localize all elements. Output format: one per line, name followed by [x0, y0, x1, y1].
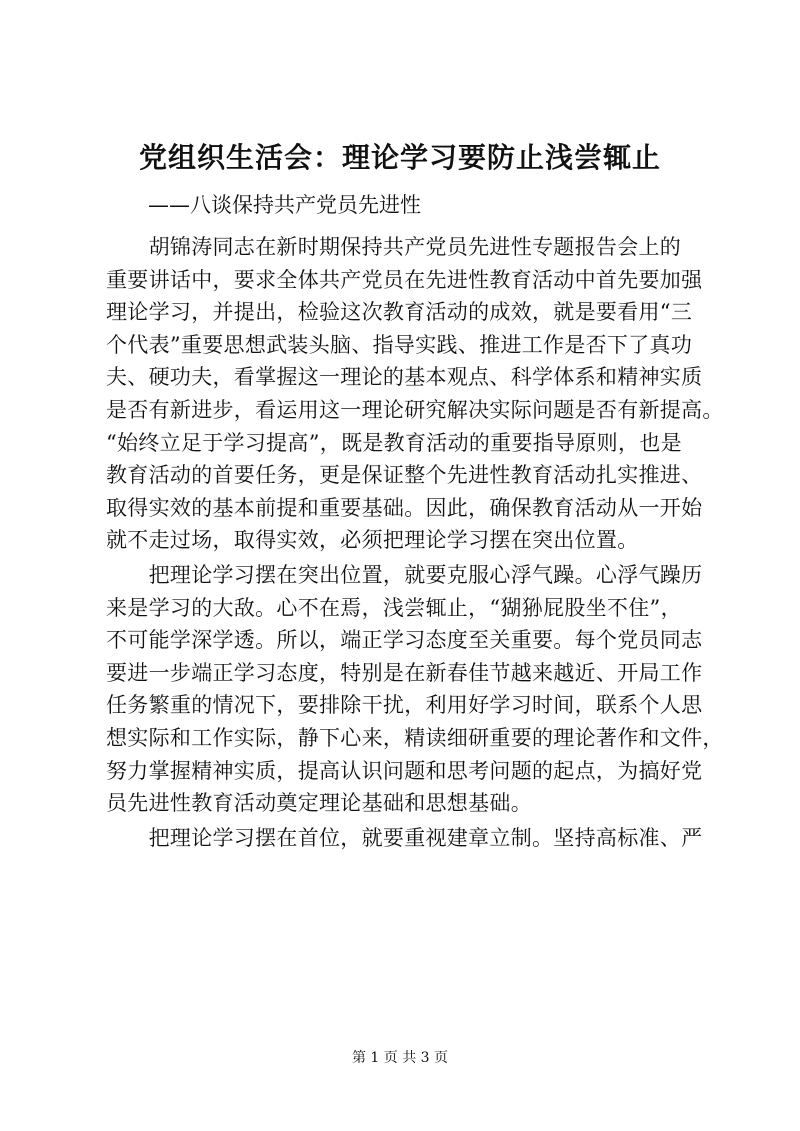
text-line: 来是学习的大敌。心不在焉，浅尝辄止，“猢狲屁股坐不住”，	[106, 595, 682, 620]
paragraph-2	[106, 559, 724, 820]
text-line: “始终立足于学习提高”，既是教育活动的重要指导原则，也是	[106, 430, 682, 455]
text-line: 不可能学深学透。所以，端正学习态度至关重要。每个党员同志	[106, 628, 703, 653]
text-line: 任务繁重的情况下，要排除干扰，利用好学习时间，联系个人思	[106, 693, 703, 718]
text-line: 理论学习，并提出，检验这次教育活动的成效，就是要看用“三	[106, 300, 693, 325]
text-line: 个代表”重要思想武装头脑、指导实践、推进工作是否下了真功	[106, 332, 693, 357]
page-footer: 第 1 页 共 3 页	[351, 1050, 449, 1066]
text-line: 是否有新进步，看运用这一理论研究解决实际问题是否有新提高。	[106, 397, 724, 422]
paragraph-3	[106, 822, 706, 855]
text-line: 胡锦涛同志在新时期保持共产党员先进性专题报告会上的	[106, 235, 682, 259]
text-line: 员先进性教育活动奠定理论基础和思想基础。	[106, 791, 532, 816]
text-line: 夫、硬功夫，看掌握这一理论的基本观点、科学体系和精神实质	[106, 365, 703, 390]
text-line: 想实际和工作实际，静下心来，精读细研重要的理论著作和文件，	[106, 725, 724, 750]
text-line: 重要讲话中，要求全体共产党员在先进性教育活动中首先要加强	[106, 267, 703, 292]
text-line: 要进一步端正学习态度，特别是在新春佳节越来越近、开局工作	[106, 660, 703, 685]
text-line: 就不走过场，取得实效，必须把理论学习摆在突出位置。	[106, 528, 639, 553]
document-body	[106, 231, 724, 854]
document-subtitle: ——八谈保持共产党员先进性	[148, 193, 421, 217]
text-line: 努力掌握精神实质，提高认识问题和思考问题的起点，为搞好党	[106, 758, 703, 783]
text-line: 教育活动的首要任务，更是保证整个先进性教育活动扎实推进、	[106, 463, 703, 488]
paragraph-1	[106, 231, 724, 557]
document-title: 党组织生活会：理论学习要防止浅尝辄止	[138, 141, 661, 174]
text-line: 把理论学习摆在突出位置，就要克服心浮气躁。心浮气躁历	[106, 562, 703, 587]
text-line: 取得实效的基本前提和重要基础。因此，确保教育活动从一开始	[106, 495, 703, 520]
text-line: 把理论学习摆在首位，就要重视建章立制。坚持高标准、严	[106, 825, 703, 850]
